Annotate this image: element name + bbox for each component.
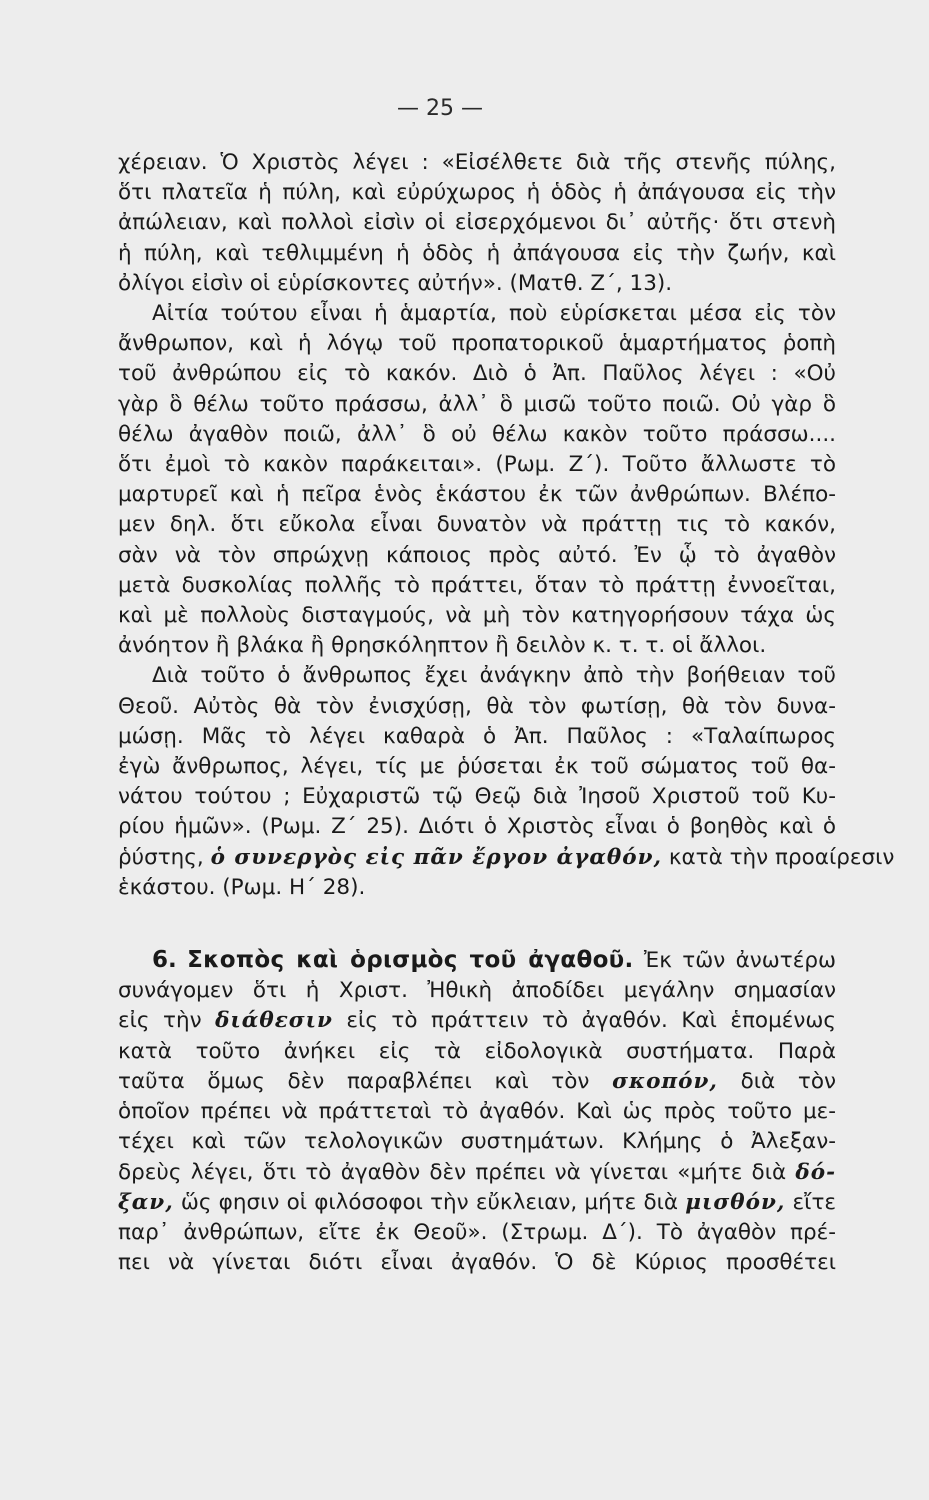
text-line: μαρτυρεῖ καὶ ἡ πεῖρα ἑνὸς ἑκάστου ἐκ τῶν ἀνθρώπων. Βλέπο- [118, 482, 836, 508]
text-line: καὶ μὲ πολλοὺς δισταγμούς, νὰ μὴ τὸν κατηγορήσουν τάχα ὡς [118, 603, 836, 629]
text-run: εἴτε [785, 1189, 837, 1215]
emphasized-word: δό- [795, 1159, 836, 1185]
text-line: τέχει καὶ τῶν τελολογικῶν συστημάτων. Κλήμης ὁ Ἀλεξαν- [118, 1129, 836, 1155]
text-line: Αἰτία τούτου εἶναι ἡ ἁμαρτία, ποὺ εὑρίσκεται μέσα εἰς τὸν [152, 301, 836, 327]
text-line [118, 1188, 836, 1218]
text-run: ταῦτα ὅμως δὲν παραβλέπει καὶ τὸν [118, 1068, 613, 1094]
emphasized-word: σκοπόν, [612, 1068, 718, 1094]
text-run: διὰ τὸν [717, 1068, 836, 1094]
text-line: χέρειαν. Ὁ Χριστὸς λέγει : «Εἰσέλθετε διὰ τῆς στενῆς πύλης, [118, 150, 836, 175]
text-line: μώσῃ. Μᾶς τὸ λέγει καθαρὰ ὁ Ἀπ. Παῦλος : «Ταλαίπωρος [118, 723, 836, 749]
text-line: ἀπώλειαν, καὶ πολλοὶ εἰσὶν οἱ εἰσερχόμενοι δι᾿ αὐτῆς· ὅτι στενὴ [118, 210, 836, 236]
text-line [118, 843, 895, 873]
text-line: ὅτι πλατεῖα ἡ πύλη, καὶ εὐρύχωρος ἡ ὁδὸς ἡ ἀπάγουσα εἰς τὴν [118, 180, 836, 206]
section-title: Σκοπὸς καὶ ὁρισμὸς τοῦ ἀγαθοῦ. [187, 947, 634, 974]
emphasized-word: ξαν, [118, 1189, 174, 1215]
text-line: ἡ πύλη, καὶ τεθλιμμένη ἡ ὁδὸς ἡ ἀπάγουσα εἰς τὴν ζωήν, καὶ [118, 240, 836, 266]
text-line: μετὰ δυσκολίας πολλῆς τὸ πράττει, ὅταν τὸ πράττῃ ἐννοεῖται, [118, 572, 836, 598]
text-line: ρίου ἡμῶν». (Ρωμ. Ζ΄ 25). Διότι ὁ Χριστὸς εἶναι ὁ βοηθὸς καὶ ὁ [118, 814, 836, 840]
text-run: ῥύστης, [118, 844, 211, 870]
text-line: ἐγὼ ἄνθρωπος, λέγει, τίς με ῥύσεται ἐκ τοῦ σώματος τοῦ θα- [118, 754, 836, 780]
text-run: κατὰ τὴν προαίρεσιν [661, 844, 895, 870]
text-line: ἀνόητον ἢ βλάκα ἢ θρησκόληπτον ἢ δειλὸν κ. τ. τ. οἱ ἄλλοι. [118, 633, 767, 659]
text-line: Θεοῦ. Αὐτὸς θὰ τὸν ἐνισχύσῃ, θὰ τὸν φωτίσῃ, θὰ τὸν δυνα- [118, 693, 836, 719]
text-line: κατὰ τοῦτο ἀνήκει εἰς τὰ εἰδολογικὰ συστήματα. Παρὰ [118, 1038, 836, 1064]
text-line: μεν δηλ. ὅτι εὔκολα εἶναι δυνατὸν νὰ πράττῃ τις τὸ κακόν, [118, 512, 836, 538]
text-run: Ἐκ τῶν ἀνωτέρω [633, 948, 836, 974]
body-text [118, 148, 895, 1278]
text-line: ὅτι ἐμοὶ τὸ κακὸν παράκειται». (Ρωμ. Ζ΄). Τοῦτο ἄλλωστε τὸ [118, 452, 836, 478]
text-run: ὥς φησιν οἱ φιλόσοφοι τὴν εὔκλειαν, μήτε διὰ [173, 1189, 686, 1215]
text-line [118, 1067, 836, 1097]
page-number: — 25 — [397, 96, 483, 121]
emphasized-word: διάθεσιν [215, 1008, 333, 1034]
text-line: παρ᾿ ἀνθρώπων, εἴτε ἐκ Θεοῦ». (Στρωμ. Δ΄). Τὸ ἀγαθὸν πρέ- [118, 1219, 836, 1245]
text-line: νάτου τούτου ; Εὐχαριστῶ τῷ Θεῷ διὰ Ἰησοῦ Χριστοῦ τοῦ Κυ- [118, 784, 836, 810]
text-run: δρεὺς λέγει, ὅτι τὸ ἀγαθὸν δὲν πρέπει νὰ γίνεται «μήτε διὰ [118, 1159, 796, 1185]
text-line: θέλω ἀγαθὸν ποιῶ, ἀλλ᾿ ὃ οὐ θέλω κακὸν τοῦτο πράσσω.... [118, 421, 836, 447]
emphasized-phrase: ὁ συνεργὸς εἰς πᾶν ἔργον ἀγαθόν, [210, 844, 662, 870]
text-line: συνάγομεν ὅτι ἡ Χριστ. Ἠθικὴ ἀποδίδει μεγάλην σημασίαν [118, 978, 836, 1004]
text-line: Διὰ τοῦτο ὁ ἄνθρωπος ἔχει ἀνάγκην ἀπὸ τὴν βοήθειαν τοῦ [152, 663, 836, 689]
text-line: ὁποῖον πρέπει νὰ πράττεταὶ τὸ ἀγαθόν. Καὶ ὡς πρὸς τοῦτο με- [118, 1099, 836, 1125]
text-line: σὰν νὰ τὸν σπρώχνῃ κάποιος πρὸς αὐτό. Ἐν ᾧ τὸ ἀγαθὸν [118, 542, 836, 568]
text-run: εἰς τὴν [118, 1008, 216, 1034]
text-line: ἑκάστου. (Ρωμ. Η΄ 28). [118, 874, 366, 900]
section-heading-line [118, 945, 836, 976]
text-line: ὀλίγοι εἰσὶν οἱ εὑρίσκοντες αὐτήν». (Ματθ. Ζ΄, 13). [118, 270, 673, 296]
text-line: πει νὰ γίνεται διότι εἶναι ἀγαθόν. Ὁ δὲ Κύριος προσθέτει [118, 1250, 836, 1276]
text-line [118, 1006, 836, 1036]
text-line: τοῦ ἀνθρώπου εἰς τὸ κακόν. Διὸ ὁ Ἀπ. Παῦλος λέγει : «Οὐ [118, 361, 836, 387]
section-number: 6. [152, 947, 177, 974]
text-line: γὰρ ὃ θέλω τοῦτο πράσσω, ἀλλ᾿ ὃ μισῶ τοῦτο ποιῶ. Οὐ γὰρ ὃ [118, 391, 836, 417]
emphasized-word: μισθόν, [685, 1189, 786, 1215]
text-line: ἄνθρωπον, καὶ ἡ λόγῳ τοῦ προπατορικοῦ ἁμαρτήματος ῥοπὴ [118, 331, 836, 357]
text-run: εἰς τὸ πράττειν τὸ ἀγαθόν. Καὶ ἑπομένως [332, 1008, 836, 1034]
text-line [118, 1158, 836, 1188]
